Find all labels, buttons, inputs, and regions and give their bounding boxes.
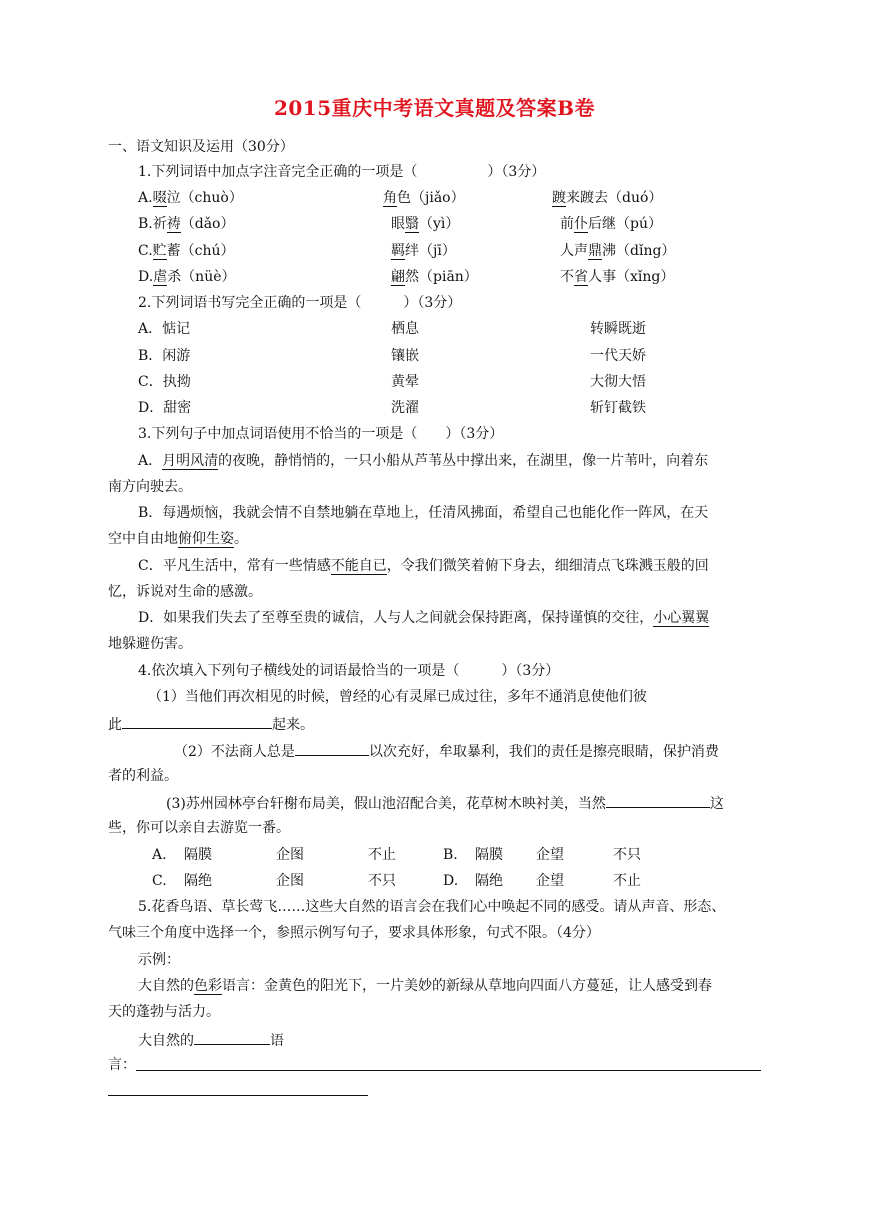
q5-example-text: 大自然的色彩语言：金黄色的阳光下，一片美妙的新绿从草地向四面八方蔓延，让人感受到春 [138,978,712,994]
q1-option-c1: C.贮蓄（chú） [138,243,235,259]
q1-option-d1: D.虐杀（nüè） [138,269,236,285]
q3-option-d: D．如果我们失去了至尊至贵的诚信，人与人之间就会保持距离，保持谨慎的交往，小心翼翼 [138,610,710,626]
answer-blank[interactable] [122,714,272,729]
q5-stem: 5.花香鸟语、草长莺飞……这些大自然的语言会在我们心中唤起不同的感受。请从声音、形态、 [138,899,726,915]
section-heading: 一、语文知识及运用（30分） [108,139,294,155]
q1-option-b2: 眼翳（yì） [391,216,460,232]
q2-stem: 2.下列词语书写完全正确的一项是（ ）（3分） [138,295,462,311]
q3-option-b: B．每遇烦恼，我就会情不自禁地躺在草地上，任清风拂面，希望自己也能化作一阵风，在天 [138,505,709,521]
q5-answer-label: 言： [108,1057,136,1073]
answer-line[interactable] [108,1095,368,1096]
q1-option-a3: 踱来踱去（duó） [552,190,663,206]
answer-blank[interactable] [606,793,710,808]
q4-opt-word: 企望 [536,847,564,863]
q4-opt-word: 不只 [613,847,641,863]
q3-option-a: A．月明风清的夜晚，静悄悄的，一只小船从芦苇丛中撑出来，在湖里，像一片苇叶，向着东 [138,453,709,469]
q4-opt-word: 隔膜 [475,847,503,863]
q5-stem-cont: 气味三个角度中选择一个，参照示例写句子，要求具体形象，句式不限。（4分） [108,925,600,941]
q4-opt-word: 不止 [613,873,641,889]
q5-answer-prompt: 大自然的 语 [138,1030,284,1050]
q1-option-b1: B.祈祷（dǎo） [138,216,235,232]
q1-option-c3: 人声鼎沸（dǐng） [560,243,676,259]
q2-option: 镶嵌 [391,348,419,364]
q4-sentence-1-cont: 此 起来。 [108,714,314,734]
q2-option: D．甜密 [138,400,192,416]
q4-sentence-3-cont: 些，你可以亲自去游览一番。 [108,820,290,836]
q4-sentence-3: (3)苏州园林亭台轩榭布局美，假山池沼配合美，花草树木映衬美，当然 这 [166,793,724,813]
page-title: 2015重庆中考语文真题及答案B卷 [273,96,596,120]
q1-option-c2: 羁绊（jī） [391,243,456,259]
q3-option-a-cont: 南方向驶去。 [108,479,192,495]
q3-stem: 3.下列句子中加点词语使用不恰当的一项是（ ）（3分） [138,426,504,442]
q3-option-c-cont: 忆，诉说对生命的感激。 [108,584,262,600]
answer-line[interactable] [136,1070,761,1071]
q4-opt-word: 隔绝 [184,873,212,889]
q2-option: A．惦记 [138,321,191,337]
q4-opt-letter: B. [443,847,458,863]
q2-option: 一代天娇 [590,348,646,364]
q1-option-b3: 前仆后继（pú） [560,216,662,232]
q2-option: 转瞬既逝 [590,321,646,337]
q4-sentence-2-cont: 者的利益。 [108,768,178,784]
q3-option-c: C．平凡生活中，常有一些情感不能自已，令我们微笑着俯下身去，细细清点飞珠溅玉般的回 [138,558,709,574]
q5-example-text-cont: 天的蓬勃与活力。 [108,1004,220,1020]
q2-option: B．闲游 [138,348,191,364]
q4-opt-word: 隔绝 [475,873,503,889]
q2-option: 黄晕 [391,374,419,390]
q1-stem: 1.下列词语中加点字注音完全正确的一项是（ ）（3分） [138,164,546,180]
q2-option: 洗濯 [391,400,419,416]
q1-option-a2: 角色（jiǎo） [383,190,465,206]
q4-opt-word: 企望 [536,873,564,889]
q2-option: 栖息 [391,321,419,337]
q3-option-b-cont: 空中自由地俯仰生姿。 [108,531,248,547]
q4-opt-letter: C. [152,873,167,889]
q4-opt-word: 企图 [276,847,304,863]
q4-opt-word: 隔膜 [184,847,212,863]
q1-option-d3: 不省人事（xǐng） [560,269,675,285]
q2-option: C．执拗 [138,374,191,390]
q4-stem: 4.依次填入下列句子横线处的词语最恰当的一项是（ ）（3分） [138,663,560,679]
q4-opt-word: 企图 [276,873,304,889]
q4-opt-word: 不只 [368,873,396,889]
answer-blank[interactable] [295,741,369,756]
q1-option-a1: A.啜泣（chuò） [138,190,243,206]
q5-example-label: 示例： [138,952,180,968]
q4-opt-letter: A. [152,847,167,863]
q3-option-d-cont: 地躲避伤害。 [108,636,192,652]
q2-option: 大彻大悟 [590,374,646,390]
q2-option: 斩钉截铁 [590,400,646,416]
answer-blank[interactable] [194,1030,270,1045]
q4-opt-word: 不止 [368,847,396,863]
q4-opt-letter: D. [443,873,459,889]
q4-sentence-2: （2）不法商人总是 以次充好，牟取暴利，我们的责任是擦亮眼睛，保护消费 [174,741,719,761]
q4-sentence-1: （1）当他们再次相见的时候，曾经的心有灵犀已成过往，多年不通消息使他们彼 [148,689,647,705]
q1-option-d2: 翩然（piān） [391,269,478,285]
